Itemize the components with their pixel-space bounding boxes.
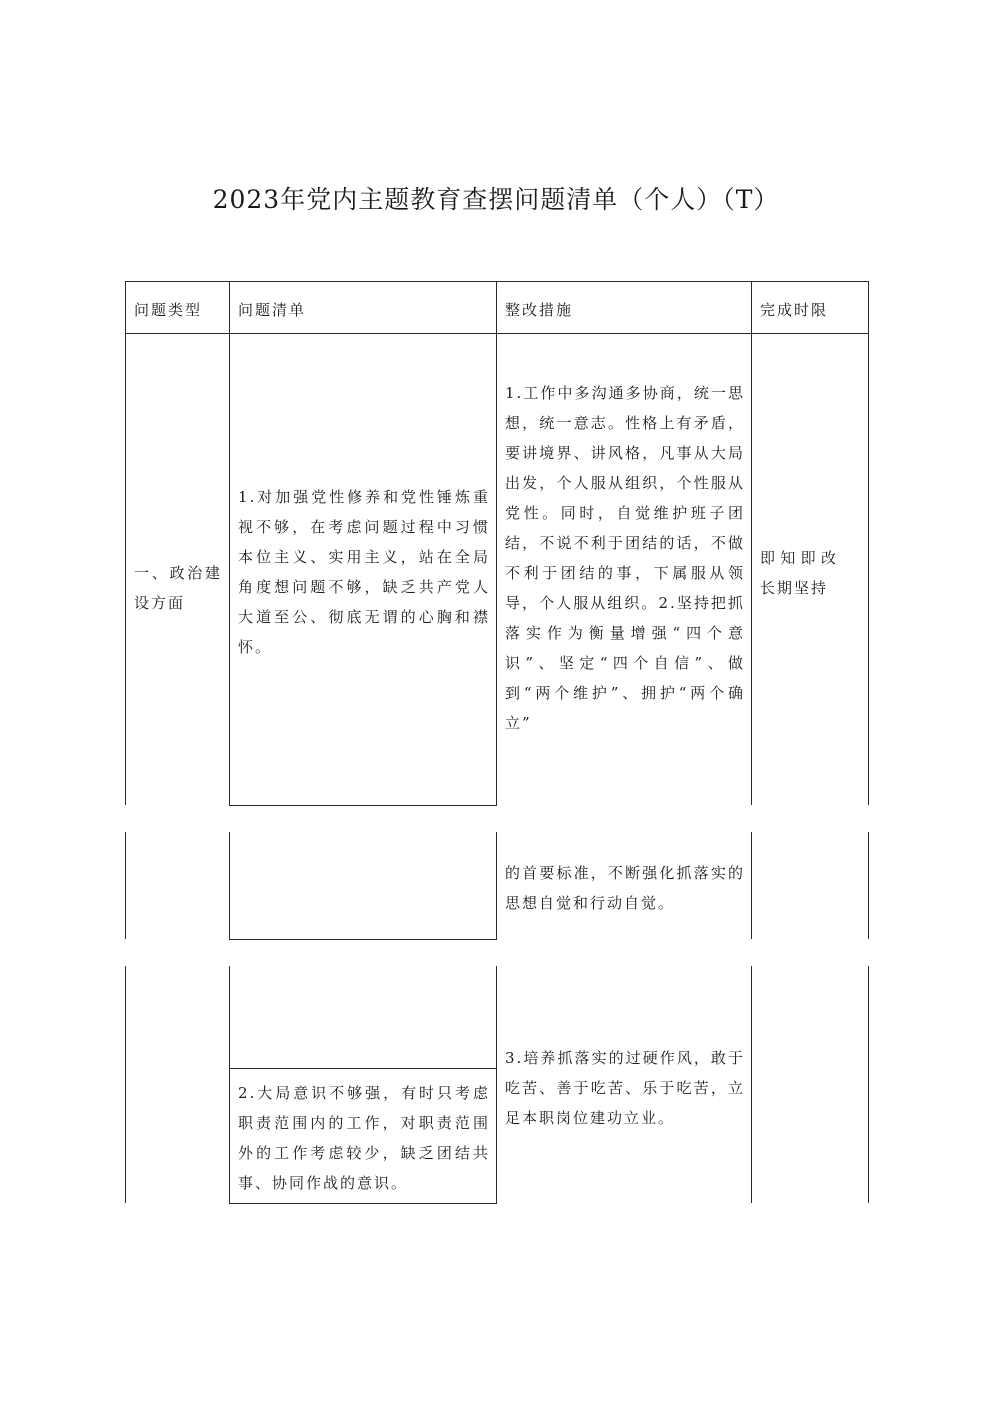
- header-deadline: 完成时限: [760, 301, 829, 319]
- row2-measure: 3.培养抓落实的过硬作风，敢于吃苦、善于吃苦、乐于吃苦，立足本职岗位建功立业。: [505, 1049, 745, 1127]
- document-title: 2023年党内主题教育查摆问题清单（个人）（T）: [212, 185, 780, 214]
- header-problem: 问题清单: [238, 301, 307, 319]
- column-divider: [751, 966, 752, 1203]
- row1-category: 一、政治建设方面: [134, 564, 222, 612]
- column-divider: [751, 281, 752, 805]
- column-divider: [496, 966, 497, 1204]
- table-right-border: [868, 966, 869, 1203]
- problem2-bottom-border: [229, 1203, 497, 1204]
- table-left-border: [125, 281, 126, 805]
- column-divider: [496, 281, 497, 806]
- row1-measure-part2: 的首要标准，不断强化抓落实的思想自觉和行动自觉。: [505, 864, 745, 912]
- problem-cell-bottom-border: [229, 805, 497, 806]
- row1-measure-part1: 1.工作中多沟通多协商，统一思想，统一意志。性格上有矛盾，要讲境界、讲风格，凡事从大局出发，个人服从组织，个性服从党性。同时，自觉维护班子团结，不说不利于团结的话，不做不利于团结的事，下属服从领导，个人服从组织。2.坚持把抓落实作为衡量增强“四个意识”、坚定“四个自信”、做到“两个维护”、拥护“两个确立”: [505, 384, 745, 732]
- column-divider: [496, 832, 497, 940]
- column-divider: [229, 281, 230, 806]
- continuation-bottom-border: [229, 939, 497, 940]
- table-left-border: [125, 966, 126, 1203]
- problem-divider: [229, 1068, 497, 1069]
- row2-problem: 2.大局意识不够强，有时只考虑职责范围内的工作，对职责范围外的工作考虑较少，缺乏团结共事、协同作战的意识。: [238, 1084, 490, 1192]
- table-left-border: [125, 832, 126, 939]
- header-measure: 整改措施: [505, 301, 574, 319]
- header-bottom-border: [125, 333, 869, 334]
- column-divider: [229, 832, 230, 940]
- column-divider: [751, 832, 752, 939]
- table-top-border: [125, 281, 869, 282]
- header-category: 问题类型: [134, 301, 203, 319]
- row1-deadline: 即知即改长期坚持: [760, 549, 838, 597]
- column-divider: [229, 966, 230, 1204]
- table-right-border: [868, 281, 869, 805]
- table-right-border: [868, 832, 869, 939]
- row1-problem: 1.对加强党性修养和党性锤炼重视不够，在考虑问题过程中习惯本位主义、实用主义，站在全局角度想问题不够，缺乏共产党人大道至公、彻底无谓的心胸和襟怀。: [238, 488, 490, 656]
